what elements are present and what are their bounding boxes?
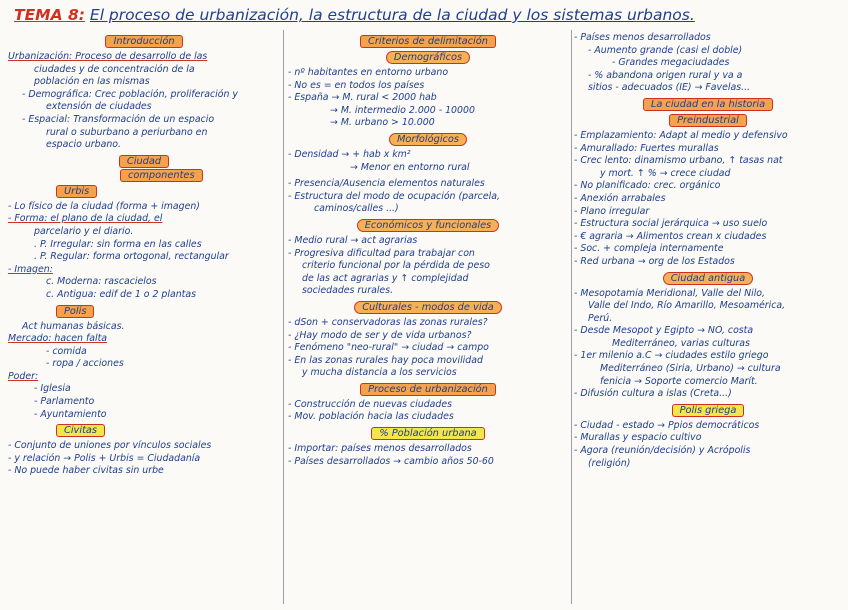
pre-line: - Amurallado: Fuertes murallas — [574, 142, 719, 154]
column-1 — [8, 32, 280, 606]
demo-line: - No es = en todos los países — [288, 79, 425, 91]
antigua-line: - Mesopotamia Meridional, Valle del Nilo, — [574, 287, 766, 299]
pre-line: - Estructura social jerárquica → uso suelo — [574, 218, 768, 230]
antigua-line: - Desde Mesopot y Egipto → NO, costa — [574, 325, 754, 337]
urbis-line: . P. Irregular: sin forma en las calles — [34, 238, 202, 250]
demo-line: → M. urbano > 10.000 — [330, 117, 435, 129]
econ-line: criterio funcional por la pérdida de peso — [302, 260, 490, 272]
cult-line: y mucha distancia a los servicios — [302, 367, 457, 379]
polis-line: - ropa / acciones — [46, 358, 124, 370]
pre-line: - Soc. + compleja internamente — [574, 243, 724, 255]
antigua-line: Perú. — [588, 312, 613, 324]
econ-line: - Medio rural → act agrarias — [288, 234, 418, 246]
morfo-line: - Presencia/Ausencia elementos naturales — [288, 178, 485, 190]
pre-line: y mort. ↑ % → crece ciudad — [600, 167, 731, 179]
cult-line: - dSon + conservadoras las zonas rurales? — [288, 316, 488, 328]
antigua-line: - Difusión cultura a islas (Creta...) — [574, 388, 732, 400]
pre-line: - Emplazamiento: Adapt al medio y defensivo — [574, 129, 788, 141]
griega-line: - Ciudad - estado → Ppios democráticos — [574, 419, 760, 431]
heading-ciudad-antigua: Ciudad antigua — [663, 272, 754, 285]
proc-line: - Construcción de nuevas ciudades — [288, 398, 453, 410]
pobl-line: - Países desarrollados → cambio años 50-60 — [288, 455, 494, 467]
demografica-line: extensión de ciudades — [46, 101, 152, 113]
antigua-line: - 1er milenio a.C → ciudades estilo griego — [574, 350, 769, 362]
urbis-line: - Forma: el plano de la ciudad, el — [8, 213, 163, 225]
pre-line: - Anexión arrabales — [574, 192, 666, 204]
urbis-line: - Imagen: — [8, 263, 53, 275]
polis-line: Mercado: hacen falta — [8, 333, 108, 345]
polis-line: Poder: — [8, 370, 39, 382]
morfo-line: - Estructura del modo de ocupación (parcela, — [288, 190, 500, 202]
page-title — [14, 6, 834, 32]
civitas-line: - Conjunto de uniones por vínculos sociales — [8, 440, 212, 452]
pre-line: - No planificado: crec. orgánico — [574, 180, 721, 192]
title-text: El proceso de urbanización, la estructura de la ciudad y los sistemas urbanos. — [89, 6, 695, 24]
column-3 — [574, 32, 842, 606]
urbis-line: c. Moderna: rascacielos — [46, 276, 157, 288]
urbis-line: c. Antigua: edif de 1 o 2 plantas — [46, 288, 196, 300]
pobl-line: - Importar: países menos desarrollados — [288, 443, 472, 455]
polis-line: - Parlamento — [34, 396, 95, 408]
pre-line: - Crec lento: dinamismo urbano, ↑ tasas nat — [574, 155, 783, 167]
econ-line: - Progresiva dificultad para trabajar con — [288, 247, 475, 259]
polis-line: - comida — [46, 345, 87, 357]
column-2 — [288, 32, 568, 606]
pre-line: - Red urbana → org de los Estados — [574, 255, 735, 267]
espacial-line: rural o suburbano a periurbano en — [46, 126, 208, 138]
top-line: sitios - adecuados (IE) → Favelas... — [588, 82, 751, 94]
urbis-line: . P. Regular: forma ortogonal, rectangular — [34, 251, 229, 263]
civitas-line: - y relación → Polis + Urbis = Ciudadanía — [8, 452, 201, 464]
morfo-line: - Densidad → + hab x km² — [288, 148, 411, 160]
urbanizacion-line: Urbanización: Proceso de desarrollo de las — [8, 51, 208, 62]
antigua-line: Mediterráneo, varias culturas — [612, 337, 750, 349]
heading-culturales: Culturales - modos de vida — [354, 301, 502, 314]
urbis-line: - Lo físico de la ciudad (forma + imagen) — [8, 200, 200, 212]
demo-line: - España → M. rural < 2000 hab — [288, 92, 437, 104]
polis-line: - Iglesia — [34, 383, 71, 395]
top-line: - Grandes megaciudades — [612, 57, 730, 69]
heading-urbis: Urbis — [56, 185, 97, 198]
demografica-line: - Demográfica: Crec población, proliferación y — [22, 88, 238, 100]
heading-ciudad: Ciudad — [119, 155, 169, 168]
urbis-line: parcelario y el diario. — [34, 225, 134, 237]
heading-polis-griega: Polis griega — [672, 404, 745, 417]
civitas-line: - No puede haber civitas sin urbe — [8, 465, 164, 477]
urbanizacion-line: población en las mismas — [34, 76, 150, 88]
heading-economicos: Económicos y funcionales — [357, 219, 500, 232]
cult-line: - Fenómeno "neo-rural" → ciudad → campo — [288, 342, 489, 354]
proc-line: - Mov. población hacia las ciudades — [288, 411, 454, 423]
griega-line: - Murallas y espacio cultivo — [574, 432, 702, 444]
cult-line: - En las zonas rurales hay poca movilidad — [288, 354, 483, 366]
urbanizacion-line: ciudades y de concentración de la — [34, 63, 195, 75]
column-divider-1 — [283, 30, 284, 604]
morfo-line: caminos/calles ...) — [314, 203, 399, 215]
espacial-line: espacio urbano. — [46, 139, 121, 151]
heading-demograficos: Demográficos — [386, 51, 470, 64]
top-line: - Países menos desarrollados — [574, 32, 711, 43]
heading-criterios: Criterios de delimitación — [360, 35, 496, 48]
griega-line: - Ágora (reunión/decisión) y Acrópolis — [574, 445, 751, 457]
morfo-line: → Menor en entorno rural — [350, 161, 470, 173]
pre-line: - Plano irregular — [574, 205, 650, 217]
econ-line: de las act agrarias y ↑ complejidad — [302, 272, 469, 284]
cult-line: - ¿Hay modo de ser y de vida urbanos? — [288, 329, 472, 341]
heading-proceso: Proceso de urbanización — [360, 383, 496, 396]
griega-line: (religión) — [588, 457, 631, 469]
top-line: - % abandona origen rural y va a — [588, 69, 743, 81]
column-divider-2 — [571, 30, 572, 604]
heading-morfologicos: Morfológicos — [389, 133, 467, 146]
polis-line: Act humanas básicas. — [22, 320, 125, 332]
heading-ciudad-historia: La ciudad en la historia — [643, 98, 773, 111]
demo-line: - nº habitantes en entorno urbano — [288, 67, 449, 78]
antigua-line: Mediterráneo (Siria, Urbano) → cultura — [600, 363, 781, 375]
espacial-line: - Espacial: Transformación de un espacio — [22, 113, 215, 125]
heading-preindustrial: Preindustrial — [669, 114, 747, 127]
title-prefix: TEMA 8: — [14, 6, 85, 24]
demo-line: → M. intermedio 2.000 - 10000 — [330, 104, 475, 116]
antigua-line: fenicia → Soporte comercio Marít. — [600, 375, 758, 387]
heading-pobl-urbana: % Población urbana — [371, 427, 484, 440]
top-line: - Aumento grande (casi el doble) — [588, 44, 743, 56]
econ-line: sociedades rurales. — [302, 285, 394, 297]
heading-introduccion: Introducción — [105, 35, 182, 48]
heading-civitas: Civitas — [56, 424, 105, 437]
heading-polis: Polis — [56, 305, 94, 318]
polis-line: - Ayuntamiento — [34, 408, 107, 420]
antigua-line: Valle del Indo, Río Amarillo, Mesoamérica, — [588, 300, 786, 312]
pre-line: - € agraria → Alimentos crean x ciudades — [574, 230, 767, 242]
heading-componentes: componentes — [120, 169, 203, 182]
